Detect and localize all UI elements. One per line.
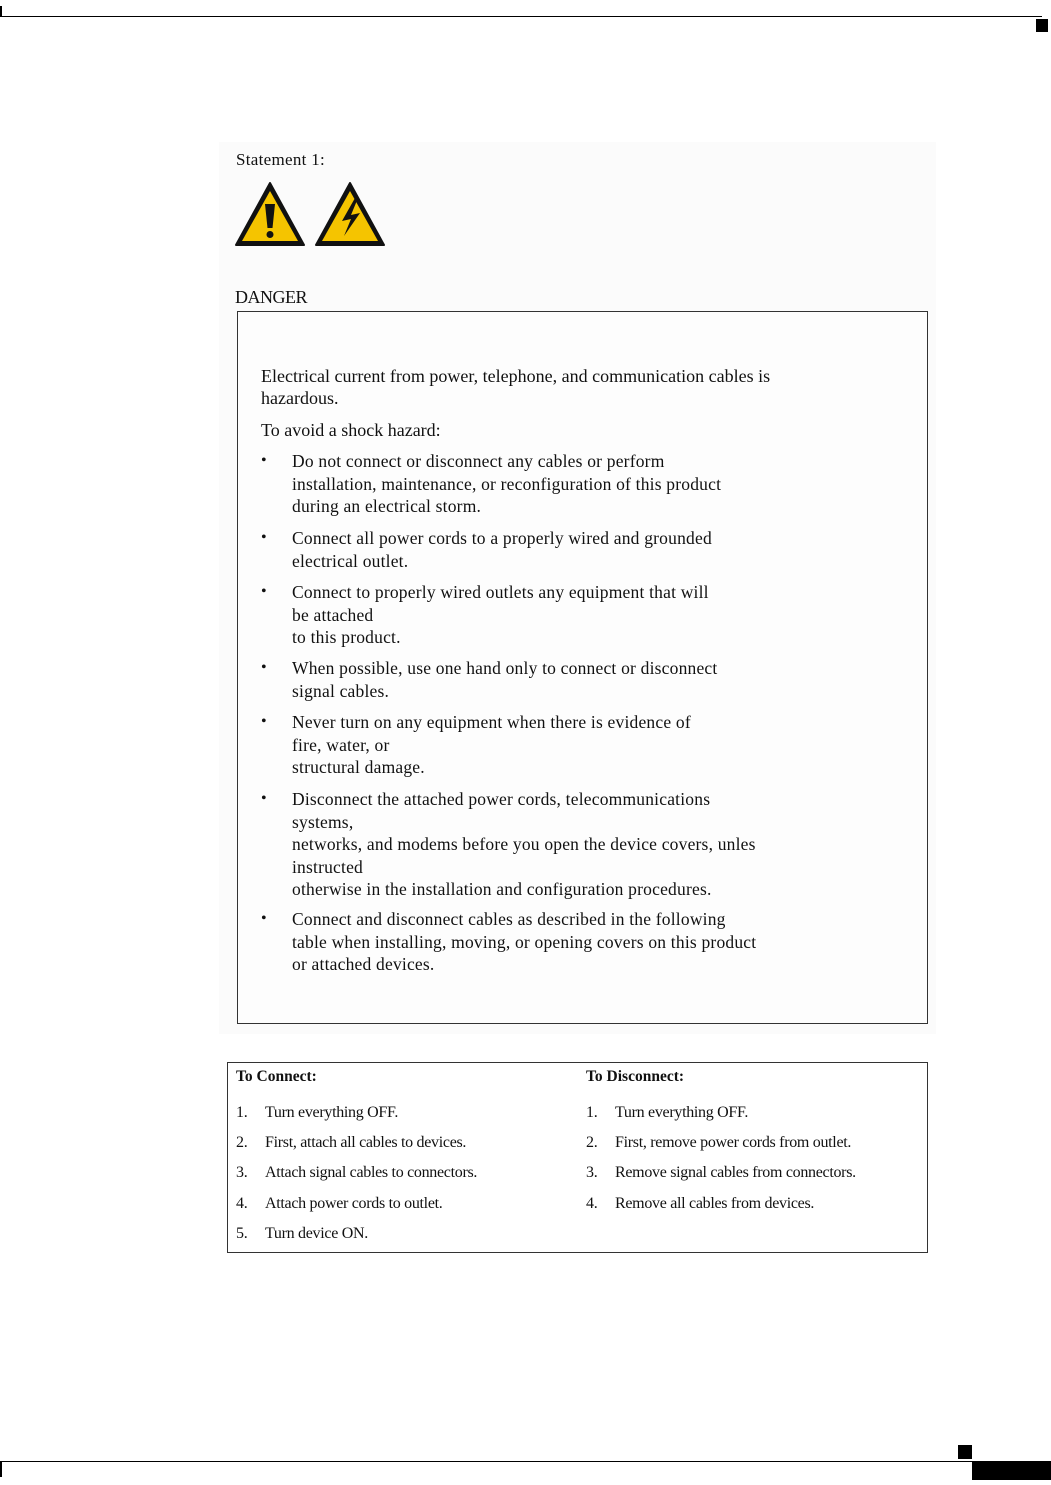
bullet-dot: •	[261, 583, 267, 600]
disconnect-header: To Disconnect:	[586, 1068, 685, 1085]
step-number: 2.	[236, 1134, 248, 1151]
step-text: Turn everything OFF.	[265, 1104, 399, 1121]
bullet-text: Connect to properly wired outlets any equipment that will be attached to this product.	[292, 582, 709, 647]
step-text: Turn device ON.	[265, 1225, 368, 1242]
bullet-dot: •	[261, 659, 267, 676]
step-number: 3.	[236, 1164, 248, 1181]
electrical-hazard-icon	[316, 183, 384, 245]
bullet-text: Never turn on any equipment when there is evidence of fire, water, or structural damage.	[292, 712, 691, 777]
footer-left-tick	[0, 1461, 2, 1477]
step-text: Attach signal cables to connectors.	[265, 1164, 478, 1181]
step-number: 4.	[586, 1195, 598, 1212]
avoid-shock-heading: To avoid a shock hazard:	[261, 420, 441, 440]
connection-table	[227, 1062, 928, 1253]
bullet-dot: •	[261, 452, 267, 469]
bullet-text: When possible, use one hand only to connect or disconnect signal cables.	[292, 658, 718, 701]
bullet-text: Do not connect or disconnect any cables or perform installation, maintenance, or reconfiguration of this product during an electrical storm.	[292, 451, 722, 516]
footer-page-tab	[972, 1461, 1051, 1480]
bullet-text: Connect and disconnect cables as described in the following table when installing, moving, or opening covers on this product or attached devices.	[292, 909, 757, 974]
step-text: Attach power cords to outlet.	[265, 1195, 443, 1212]
bullet-dot: •	[261, 790, 267, 807]
header-rule	[0, 16, 1042, 17]
step-number: 5.	[236, 1225, 248, 1242]
hazard-intro: Electrical current from power, telephone, and communication cables is hazardous.	[261, 366, 771, 408]
bullet-text: Disconnect the attached power cords, telecommunications systems, networks, and modems before you open the device covers, unles instructed otherwise in the installation and configuration procedures.	[292, 789, 756, 899]
bullet-dot: •	[261, 910, 267, 927]
danger-label: DANGER	[235, 287, 307, 307]
step-number: 4.	[236, 1195, 248, 1212]
warning-exclamation-icon	[236, 183, 304, 245]
step-number: 2.	[586, 1134, 598, 1151]
footer-corner-mark	[958, 1445, 972, 1459]
bullet-dot: •	[261, 529, 267, 546]
step-number: 1.	[236, 1104, 248, 1121]
footer-rule	[0, 1461, 972, 1462]
step-number: 1.	[586, 1104, 598, 1121]
step-text: First, attach all cables to devices.	[265, 1134, 467, 1151]
header-corner-mark	[1036, 19, 1048, 32]
hazard-icons	[234, 180, 394, 250]
step-text: First, remove power cords from outlet.	[615, 1134, 852, 1151]
connect-header: To Connect:	[236, 1068, 317, 1085]
bullet-text: Connect all power cords to a properly wired and grounded electrical outlet.	[292, 528, 712, 571]
step-text: Remove all cables from devices.	[615, 1195, 815, 1212]
statement-title: Statement 1:	[236, 150, 326, 169]
step-text: Turn everything OFF.	[615, 1104, 749, 1121]
step-text: Remove signal cables from connectors.	[615, 1164, 856, 1181]
step-number: 3.	[586, 1164, 598, 1181]
bullet-dot: •	[261, 713, 267, 730]
